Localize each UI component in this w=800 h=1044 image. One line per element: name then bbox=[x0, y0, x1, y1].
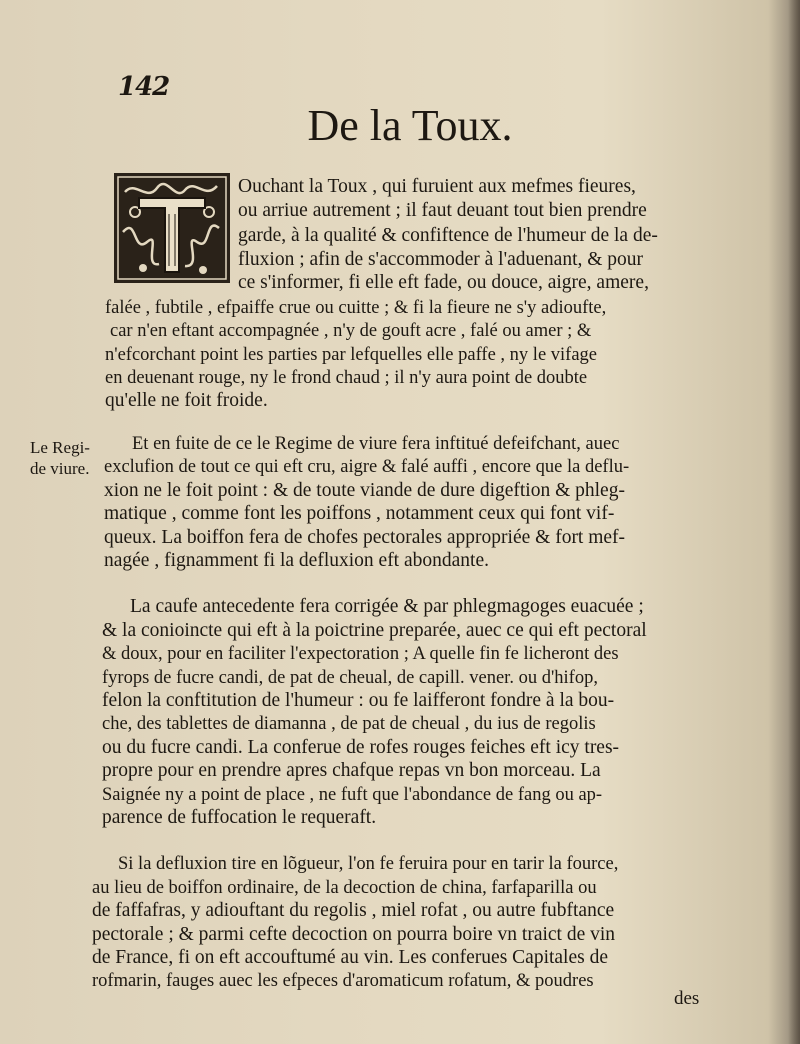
page-number: 142 bbox=[118, 72, 170, 102]
text-line: ou arriue autrement ; il faut deuant tout bien prendre bbox=[238, 200, 647, 221]
text-line: Et en fuite de ce le Regime de viure fera inftitué defeifchant, auec bbox=[132, 434, 620, 454]
text-line: rofmarin, fauges auec les efpeces d'aromaticum rofatum, & poudres bbox=[92, 971, 594, 991]
text-line: xion ne le foit point : & de toute viande de dure digeftion & phleg- bbox=[104, 480, 625, 501]
text-line: car n'en eftant accompagnée , n'y de gouft acre , falé ou amer ; & bbox=[110, 321, 592, 341]
text-line: parence de fuffocation le requeraft. bbox=[102, 807, 377, 828]
text-line: La caufe antecedente fera corrigée & par phlegmagoges euacuée ; bbox=[130, 596, 644, 617]
text-line: nagée , fignamment fi la defluxion eft abondante. bbox=[104, 550, 489, 571]
page-edge-shadow bbox=[788, 0, 800, 1044]
catchword: des bbox=[674, 988, 700, 1009]
text-line: garde, à la qualité & confiftence de l'humeur de la de- bbox=[238, 225, 658, 246]
text-line: ou du fucre candi. La conferue de rofes rouges feiches eft icy tres- bbox=[102, 737, 620, 758]
text-line: Si la defluxion tire en lõgueur, l'on fe feruira pour en tarir la fource, bbox=[118, 854, 619, 874]
text-line: che, des tablettes de diamanna , de pat de cheual , du ius de regolis bbox=[102, 714, 596, 734]
text-line: exclufion de tout ce qui eft cru, aigre & falé auffi , encore que la deflu- bbox=[104, 457, 630, 477]
text-line: ce s'informer, fi elle eft fade, ou douce, aigre, amere, bbox=[238, 272, 649, 293]
text-line: fluxion ; afin de s'accommoder à l'aduenant, & pour bbox=[238, 249, 644, 270]
text-line: & doux, pour en faciliter l'expectoration ; A quelle fin fe licheront des bbox=[102, 644, 619, 664]
text-line: Ouchant la Toux , qui furuient aux mefmes fieures, bbox=[238, 176, 636, 197]
margin-note: de viure. bbox=[30, 459, 90, 478]
text-line: au lieu de boiffon ordinaire, de la decoction de china, farfaparilla ou bbox=[92, 878, 597, 898]
text-line: de France, fi on eft accouftumé au vin. Les conferues Capitales de bbox=[92, 947, 608, 968]
text-line: falée , fubtile , efpaiffe crue ou cuitte ; & fi la fieure ne s'y adioufte, bbox=[105, 298, 607, 318]
text-line: n'efcorchant point les parties par lefquelles elle paffe , ny le vifage bbox=[105, 345, 598, 365]
text-line: propre pour en prendre apres chafque repas vn bon morceau. La bbox=[102, 760, 601, 781]
text-line: pectorale ; & parmi cefte decoction on pourra boire vn traict de vin bbox=[92, 924, 616, 945]
text-line: felon la conftitution de l'humeur : ou fe laifferont fondre à la bou- bbox=[102, 690, 615, 711]
text-line: matique , comme font les poiffons , notamment ceux qui font vif- bbox=[104, 503, 615, 524]
text-line: qu'elle ne foit froide. bbox=[105, 390, 268, 411]
text-line: en deuenant rouge, ny le frond chaud ; il n'y aura point de doubte bbox=[105, 368, 588, 388]
text-line: de faffafras, y adiouftant du regolis , miel rofat , ou autre fubftance bbox=[92, 900, 615, 921]
chapter-title: De la Toux. bbox=[307, 101, 513, 150]
text-line: fyrops de fucre candi, de pat de cheual, de capill. vener. ou d'hifop, bbox=[102, 668, 598, 688]
text-line: & la conioincte qui eft à la poictrine preparée, auec ce qui eft pectoral bbox=[102, 620, 647, 641]
ornate-initial-T-icon bbox=[113, 172, 231, 284]
text-line: queux. La boiffon fera de chofes pectorales appropriée & fort mef- bbox=[104, 527, 626, 548]
text-line: Saignée ny a point de place , ne fuft que l'abondance de fang ou ap- bbox=[102, 785, 603, 805]
margin-note: Le Regi- bbox=[30, 438, 90, 457]
